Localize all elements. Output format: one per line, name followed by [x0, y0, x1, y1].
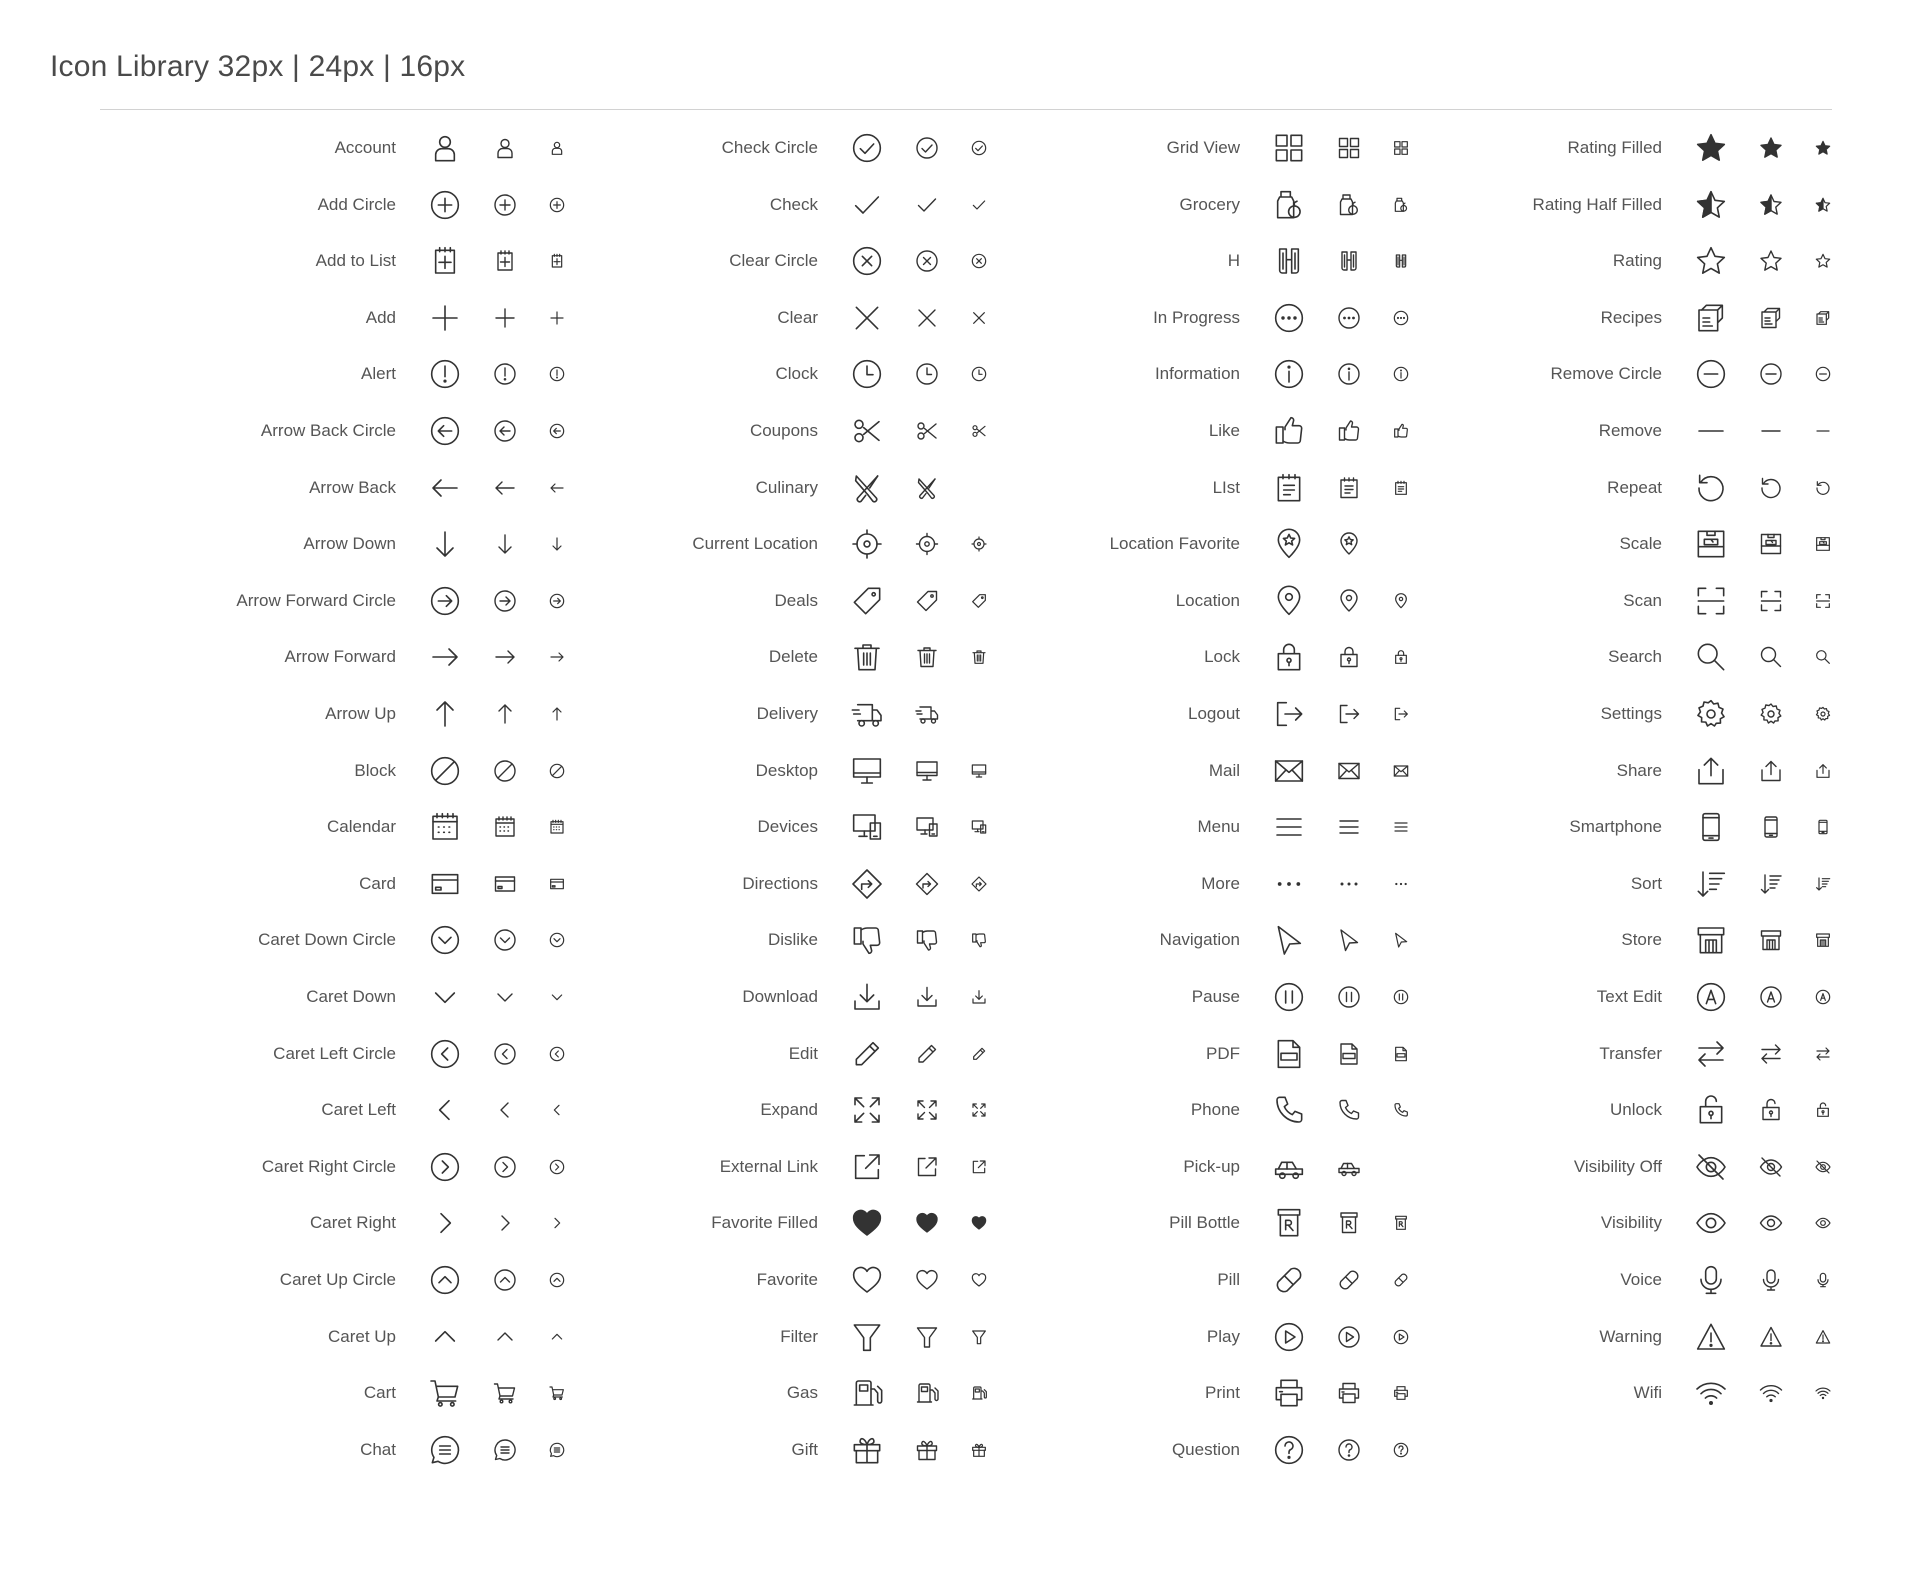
search-icon: [1759, 645, 1783, 669]
scan-icon: [1815, 593, 1831, 609]
icon-label: Pill: [1217, 1270, 1240, 1289]
sort-icon: [1815, 876, 1831, 892]
text-edit-icon: [1815, 989, 1831, 1005]
icon-label: Delete: [768, 647, 818, 667]
icon-label: Search: [1608, 647, 1662, 667]
icon-label: Sort: [1630, 873, 1662, 893]
icon-label: Clear: [777, 307, 818, 327]
question-icon: [1273, 1434, 1305, 1466]
recipes-icon: [1695, 302, 1727, 334]
remove-icon: [1815, 423, 1831, 439]
transfer-icon: [1759, 1042, 1783, 1066]
icon-label: Pause: [1191, 987, 1240, 1006]
icon-label: Desktop: [755, 760, 818, 780]
icon-label: Caret Right Circle: [261, 1156, 396, 1176]
recipes-icon: [1759, 306, 1783, 330]
settings-icon: [1759, 702, 1783, 726]
icon-label: Check: [769, 194, 818, 214]
icon-label: Caret Up: [327, 1326, 396, 1346]
icon-label: Like: [1208, 421, 1240, 440]
icon-label: Caret Right: [310, 1213, 396, 1233]
icon-label: Question: [1171, 1439, 1240, 1459]
repeat-icon: [1759, 476, 1783, 500]
icon-label: In Progress: [1153, 307, 1240, 327]
icon-label: Alert: [361, 364, 396, 384]
settings-icon: [1815, 706, 1831, 722]
wifi-icon: [1815, 1385, 1831, 1401]
icon-label: Grocery: [1179, 194, 1240, 214]
icon-label: Caret Down: [306, 987, 396, 1006]
settings-icon: [1695, 698, 1727, 730]
store-icon: [1695, 924, 1727, 956]
icon-label: Coupons: [749, 421, 818, 440]
icon-label: Mail: [1208, 760, 1240, 780]
icon-label: Menu: [1197, 817, 1240, 837]
icon-label: Location: [1175, 590, 1240, 610]
icon-label: Arrow Back: [309, 477, 396, 497]
voice-icon: [1815, 1272, 1831, 1288]
icon-label: PDF: [1206, 1043, 1240, 1063]
repeat-icon: [1695, 472, 1727, 504]
unlock-icon: [1695, 1094, 1727, 1126]
remove-icon: [1759, 419, 1783, 443]
visibility-off-icon: [1759, 1155, 1783, 1179]
remove-icon: [1695, 415, 1727, 447]
visibility-icon: [1759, 1211, 1783, 1235]
icon-label: Directions: [742, 873, 818, 893]
icon-label: Gift: [791, 1439, 818, 1459]
icon-label: Calendar: [327, 817, 396, 837]
text-edit-icon: [1759, 985, 1783, 1009]
title-divider: [100, 109, 1832, 110]
warning-icon: [1815, 1329, 1831, 1345]
icon-label: Arrow Up: [325, 704, 396, 723]
icon-label: Deals: [774, 590, 818, 610]
icon-label: Card: [359, 873, 396, 893]
icon-label: Add Circle: [317, 194, 396, 214]
icon-label: Remove: [1598, 421, 1662, 440]
store-icon: [1759, 928, 1783, 952]
icon-label: Arrow Back Circle: [260, 421, 396, 440]
icon-label: Rating Filled: [1567, 138, 1662, 157]
icon-label: Caret Up Circle: [279, 1270, 396, 1289]
icon-label: LIst: [1212, 477, 1240, 497]
icon-label: Voice: [1620, 1270, 1662, 1289]
icon-label: Smartphone: [1569, 817, 1662, 837]
icon-label: Add to List: [315, 251, 396, 271]
icon-label: Print: [1205, 1383, 1240, 1403]
icon-label: Lock: [1204, 647, 1240, 667]
icon-label: Grid View: [1166, 138, 1240, 157]
rating-filled-icon: [1695, 132, 1727, 164]
icon-label: Information: [1154, 364, 1240, 384]
visibility-off-icon: [1695, 1151, 1727, 1183]
icon-label: Store: [1621, 930, 1662, 950]
search-icon: [1815, 649, 1831, 665]
remove-circle-icon: [1815, 366, 1831, 382]
question-icon: [1337, 1438, 1361, 1462]
icon-label: Transfer: [1599, 1043, 1662, 1063]
icon-label: Arrow Forward Circle: [236, 590, 396, 610]
icon-label: More: [1201, 873, 1240, 893]
icon-label: Clear Circle: [729, 251, 818, 271]
icon-label: Devices: [757, 817, 818, 837]
visibility-icon: [1815, 1215, 1831, 1231]
icon-label: Navigation: [1159, 930, 1240, 950]
icon-label: Current Location: [692, 534, 818, 554]
icon-label: H: [1227, 251, 1240, 271]
icon-label: Caret Left: [321, 1100, 396, 1120]
icon-label: Phone: [1190, 1100, 1240, 1120]
rating-filled-icon: [1759, 136, 1783, 160]
icon-label: Block: [354, 760, 396, 780]
scale-icon: [1759, 532, 1783, 556]
icon-label: Remove Circle: [1550, 364, 1662, 384]
search-icon: [1695, 641, 1727, 673]
store-icon: [1815, 932, 1831, 948]
scan-icon: [1695, 585, 1727, 617]
page-title: Icon Library 32px | 24px | 16px: [50, 50, 466, 83]
scale-icon: [1815, 536, 1831, 552]
icon-label: Logout: [1188, 704, 1240, 723]
voice-icon: [1759, 1268, 1783, 1292]
rating-icon: [1759, 249, 1783, 273]
question-icon: [1393, 1442, 1409, 1458]
icon-label: Wifi: [1633, 1383, 1662, 1403]
rating-half-filled-icon: [1759, 193, 1783, 217]
icon-label: Clock: [775, 364, 818, 384]
transfer-icon: [1815, 1046, 1831, 1062]
icon-label: Cart: [363, 1383, 396, 1403]
text-edit-icon: [1695, 981, 1727, 1013]
icon-label: Scale: [1619, 534, 1662, 554]
icon-label: Repeat: [1607, 477, 1662, 497]
icon-label: Warning: [1599, 1326, 1662, 1346]
sort-icon: [1759, 872, 1783, 896]
icon-label: Favorite Filled: [711, 1213, 818, 1233]
smartphone-icon: [1759, 815, 1783, 839]
icon-label: Location Favorite: [1109, 534, 1240, 554]
icon-label: Chat: [360, 1439, 396, 1459]
voice-icon: [1695, 1264, 1727, 1296]
icon-label: Caret Down Circle: [258, 930, 396, 950]
icon-label: Arrow Forward: [284, 647, 396, 667]
icon-label: Scan: [1623, 590, 1662, 610]
icon-label: Gas: [786, 1383, 818, 1403]
icon-label: Arrow Down: [303, 534, 396, 554]
icon-label: Recipes: [1600, 307, 1662, 327]
smartphone-icon: [1695, 811, 1727, 843]
remove-circle-icon: [1695, 358, 1727, 390]
unlock-icon: [1815, 1102, 1831, 1118]
recipes-icon: [1815, 310, 1831, 326]
share-icon: [1759, 759, 1783, 783]
unlock-icon: [1759, 1098, 1783, 1122]
icon-label: Rating: [1612, 251, 1662, 271]
transfer-icon: [1695, 1038, 1727, 1070]
warning-icon: [1695, 1321, 1727, 1353]
icon-label: Favorite: [756, 1270, 818, 1289]
icon-label: Pick-up: [1183, 1156, 1240, 1176]
icon-label: Culinary: [755, 477, 818, 497]
rating-filled-icon: [1815, 140, 1831, 156]
visibility-off-icon: [1815, 1159, 1831, 1175]
smartphone-icon: [1815, 819, 1831, 835]
icon-label: Check Circle: [721, 138, 818, 157]
icon-label: Dislike: [767, 930, 818, 950]
warning-icon: [1759, 1325, 1783, 1349]
wifi-icon: [1695, 1377, 1727, 1409]
repeat-icon: [1815, 480, 1831, 496]
share-icon: [1815, 763, 1831, 779]
rating-half-filled-icon: [1815, 197, 1831, 213]
wifi-icon: [1759, 1381, 1783, 1405]
icon-label: Pill Bottle: [1169, 1213, 1240, 1233]
sort-icon: [1695, 868, 1727, 900]
icon-label: Share: [1616, 760, 1662, 780]
icon-label: External Link: [719, 1156, 818, 1176]
visibility-icon: [1695, 1207, 1727, 1239]
rating-icon: [1695, 245, 1727, 277]
icon-label: Rating Half Filled: [1532, 194, 1662, 214]
icon-label: Add: [365, 307, 396, 327]
icon-label: Edit: [788, 1043, 818, 1063]
scale-icon: [1695, 528, 1727, 560]
icon-label: Unlock: [1610, 1100, 1662, 1120]
icon-label: Settings: [1600, 704, 1662, 723]
icon-label: Filter: [780, 1326, 818, 1346]
icon-label: Delivery: [756, 704, 818, 723]
share-icon: [1695, 755, 1727, 787]
icon-label: Text Edit: [1596, 987, 1662, 1006]
rating-icon: [1815, 253, 1831, 269]
icon-label: Visibility Off: [1573, 1156, 1662, 1176]
icon-label: Account: [334, 138, 396, 157]
scan-icon: [1759, 589, 1783, 613]
icon-label: Expand: [760, 1100, 818, 1120]
remove-circle-icon: [1759, 362, 1783, 386]
rating-half-filled-icon: [1695, 189, 1727, 221]
icon-label: Download: [742, 987, 818, 1006]
icon-label: Visibility: [1600, 1213, 1662, 1233]
icon-label: Caret Left Circle: [273, 1043, 396, 1063]
icon-label: Play: [1206, 1326, 1240, 1346]
